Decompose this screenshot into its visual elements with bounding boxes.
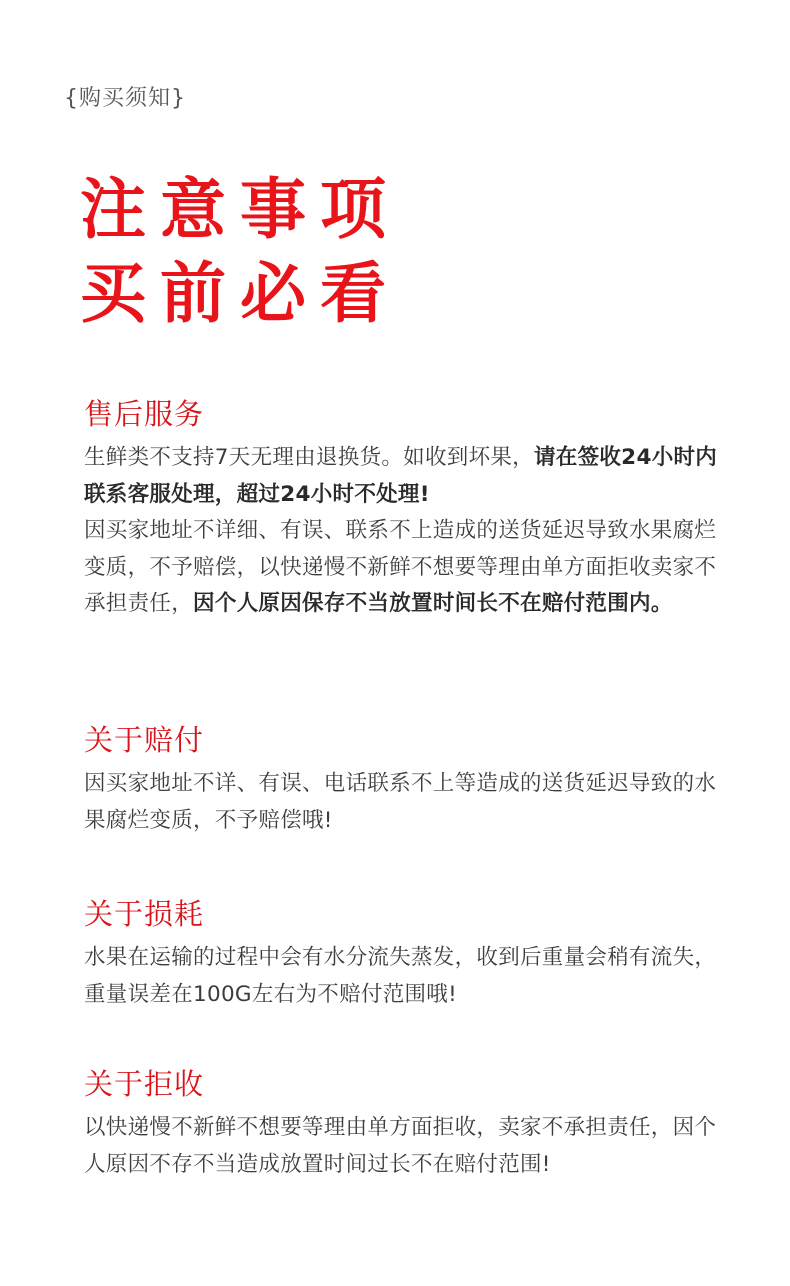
after-sales-text-normal: 生鲜类不支持7天无理由退换货。如收到坏果， [84, 445, 534, 470]
hero-heading [80, 168, 400, 336]
section-title-refusal: 关于拒收 [84, 1067, 205, 1101]
section-refusal [84, 1064, 724, 1183]
hero-line-2: 买前必看 [80, 255, 400, 332]
section-title-after-sales: 售后服务 [84, 397, 205, 431]
hero-line-1: 注意事项 [80, 171, 400, 248]
section-loss [84, 894, 724, 1013]
after-sales-delay-text-bold: 因个人原因保存不当放置时间长不在赔付范围内。 [193, 591, 673, 616]
section-compensation [84, 720, 724, 839]
loss-text: 水果在运输的过程中会有水分流失蒸发，收到后重量会稍有流失，重量误差在100G左右为不赔付范围哦! [84, 945, 717, 1007]
after-sales-delay-text-normal: 因买家地址不详细、有误、联系不上造成的送货延迟导致水果腐烂变质，不予赔偿，以快递慢不新鲜不想要等理由单方面拒收卖家不承担责任， [84, 518, 717, 616]
section-title-compensation: 关于赔付 [84, 723, 205, 757]
refusal-text: 以快递慢不新鲜不想要等理由单方面拒收，卖家不承担责任，因个人原因不存不当造成放置时间过长不在赔付范围! [84, 1115, 717, 1177]
section-title-loss: 关于损耗 [84, 897, 205, 931]
after-sales-text-bold: 请在签收24小时内联系客服处理，超过24小时不处理! [84, 445, 718, 507]
compensation-text: 因买家地址不详、有误、电话联系不上等造成的送货延迟导致的水果腐烂变质，不予赔偿哦! [84, 771, 717, 833]
section-after-sales [84, 394, 724, 623]
after-sales-policy-text [84, 440, 724, 623]
notice-tag: {购买须知} [64, 86, 186, 111]
